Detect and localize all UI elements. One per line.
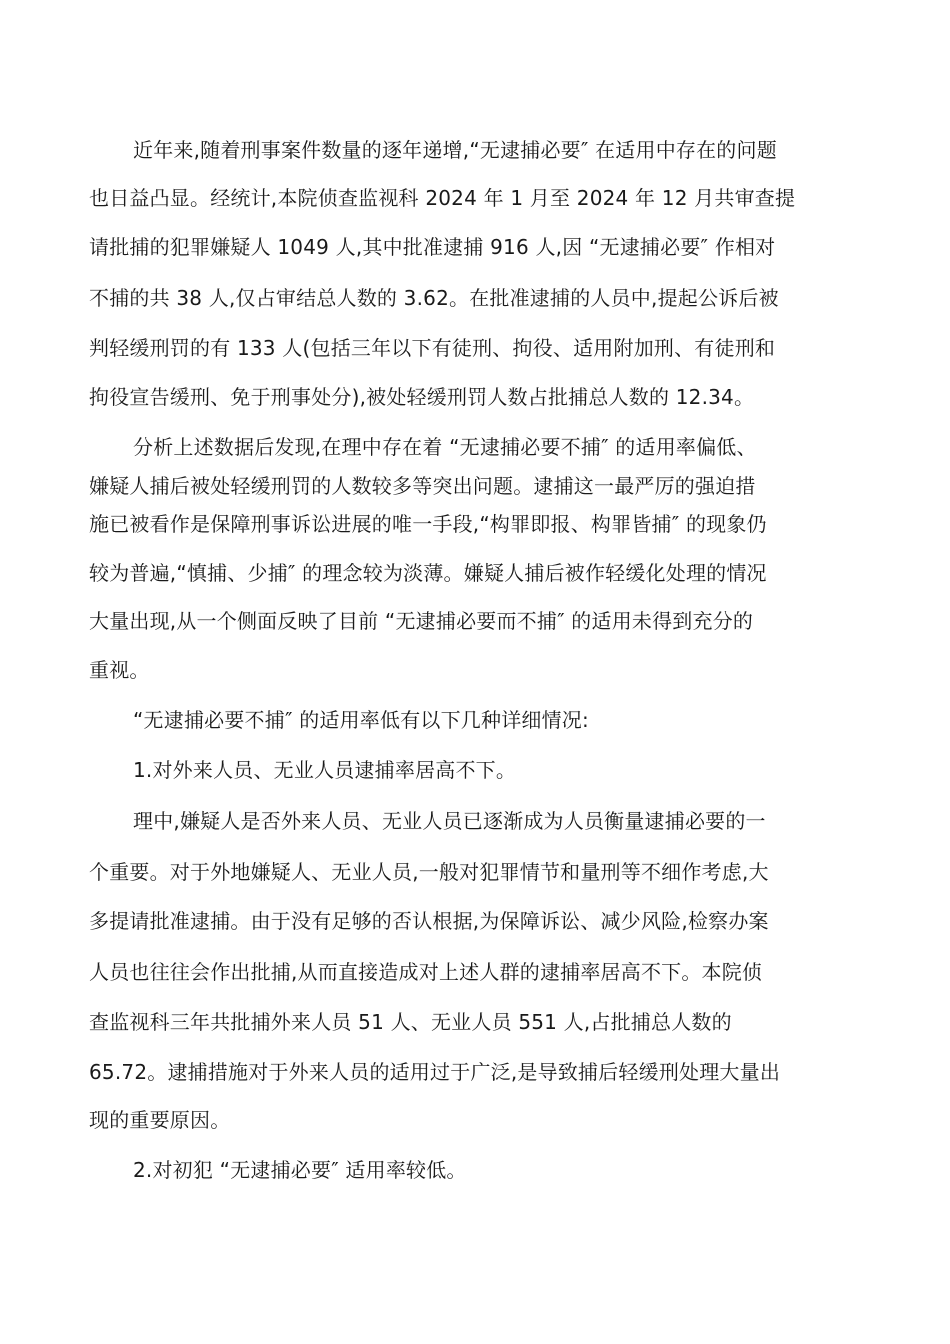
text-line: 施已被看作是保障刑事诉讼进展的唯一手段,“构罪即报、构罪皆捕″ 的现象仍 xyxy=(89,512,767,536)
text-line: 重视。 xyxy=(89,658,150,682)
text-line: 不捕的共 38 人,仅占审结总人数的 3.62。在批准逮捕的人员中,提起公诉后被 xyxy=(89,286,779,310)
text-line: 多提请批准逮捕。由于没有足够的否认根据,为保障诉讼、减少风险,检察办案 xyxy=(89,909,769,933)
text-line: 2.对初犯 “无逮捕必要″ 适用率较低。 xyxy=(133,1158,467,1182)
text-line: 拘役宣告缓刑、免于刑事处分),被处轻缓刑罚人数占批捕总人数的 12.34。 xyxy=(89,385,755,409)
text-line: 人员也往往会作出批捕,从而直接造成对上述人群的逮捕率居高不下。本院侦 xyxy=(89,960,763,984)
text-line: 也日益凸显。经统计,本院侦查监视科 2024 年 1 月至 2024 年 12 月共审查提 xyxy=(89,186,796,210)
text-line: 嫌疑人捕后被处轻缓刑罚的人数较多等突出问题。逮捕这一最严厉的强迫措 xyxy=(89,474,756,498)
text-line: 近年来,随着刑事案件数量的逐年递增,“无逮捕必要″ 在适用中存在的问题 xyxy=(133,138,777,162)
text-line: 较为普遍,“慎捕、少捕″ 的理念较为淡薄。嫌疑人捕后被作轻缓化处理的情况 xyxy=(89,561,767,585)
text-line: 65.72。逮捕措施对于外来人员的适用过于广泛,是导致捕后轻缓刑处理大量出 xyxy=(89,1060,781,1084)
text-line: 分析上述数据后发现,在理中存在着 “无逮捕必要不捕″ 的适用率偏低、 xyxy=(133,435,757,459)
text-line: “无逮捕必要不捕″ 的适用率低有以下几种详细情况: xyxy=(133,708,589,732)
text-line: 查监视科三年共批捕外来人员 51 人、无业人员 551 人,占批捕总人数的 xyxy=(89,1010,732,1034)
text-line: 现的重要原因。 xyxy=(89,1108,231,1132)
text-line: 请批捕的犯罪嫌疑人 1049 人,其中批准逮捕 916 人,因 “无逮捕必要″ 作相对 xyxy=(89,235,776,259)
text-line: 大量出现,从一个侧面反映了目前 “无逮捕必要而不捕″ 的适用未得到充分的 xyxy=(89,609,754,633)
text-line: 判轻缓刑罚的有 133 人(包括三年以下有徒刑、拘役、适用附加刑、有徒刑和 xyxy=(89,336,776,360)
text-line: 个重要。对于外地嫌疑人、无业人员,一般对犯罪情节和量刑等不细作考虑,大 xyxy=(89,860,769,884)
text-line: 1.对外来人员、无业人员逮捕率居高不下。 xyxy=(133,758,517,782)
text-line: 理中,嫌疑人是否外来人员、无业人员已逐渐成为人员衡量逮捕必要的一 xyxy=(133,809,766,833)
